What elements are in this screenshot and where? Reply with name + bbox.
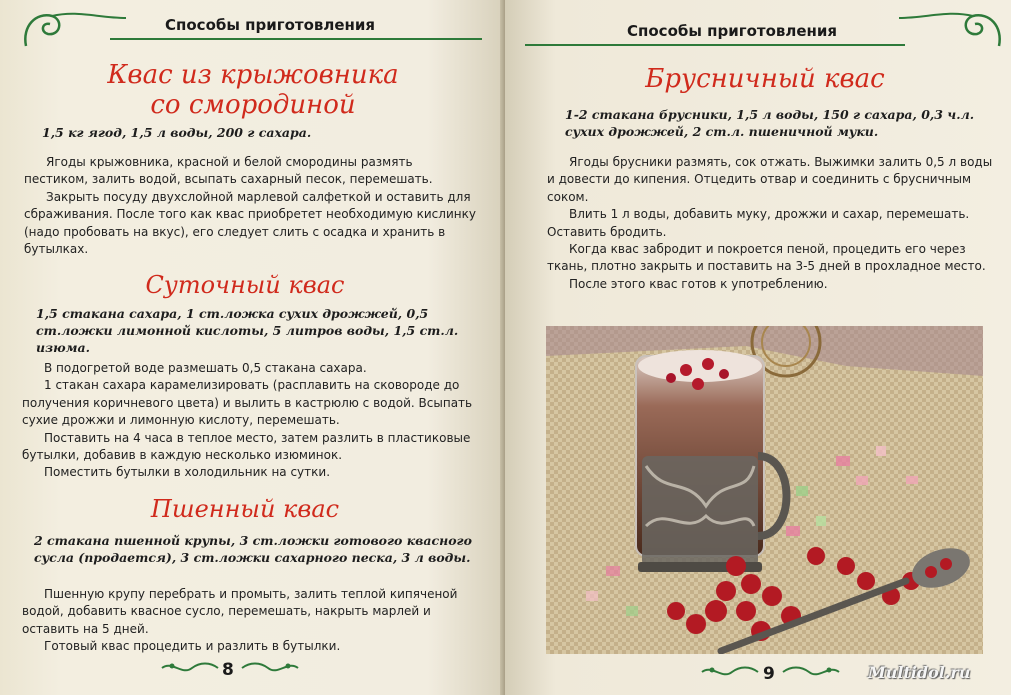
recipe-ingredients: 1-2 стакана брусники, 1,5 л воды, 150 г сахара, 0,3 ч.л. сухих дрожжей, 2 ст.л. пшеничной муки. bbox=[565, 107, 975, 139]
paragraph: 1 стакан сахара карамелизировать (расплавить на сковороде до получения коричневого цвета) и вылить в кастрюлю с водой. Всыпать сухие дрожжи и лимонную кислоту, перемешать. bbox=[22, 378, 473, 428]
recipe-text bbox=[24, 154, 479, 258]
paragraph: В подогретой воде размешать 0,5 стакана сахара. bbox=[44, 361, 367, 375]
paragraph: Влить 1 л воды, добавить муку, дрожжи и сахар, перемешать. Оставить бродить. bbox=[547, 207, 970, 239]
running-header: Способы приготовления bbox=[627, 22, 838, 40]
paragraph: Закрыть посуду двухслойной марлевой салфеткой и оставить для сбраживания. После того как квас приобретет необходимую кислинку (надо пробовать на вкус), его следует слить с осадка и хранить в бутылках. bbox=[24, 189, 476, 257]
paragraph: После этого квас готов к употреблению. bbox=[569, 276, 828, 291]
recipe-title: Брусничный квас bbox=[645, 64, 885, 94]
footer-vine-icon bbox=[781, 662, 841, 682]
running-header: Способы приготовления bbox=[165, 16, 376, 34]
kvass-photo bbox=[546, 326, 983, 654]
recipe-text bbox=[547, 154, 999, 293]
header-rule bbox=[525, 44, 905, 46]
recipe-title: Суточный квас bbox=[145, 271, 345, 299]
footer-vine-icon bbox=[160, 658, 220, 678]
paragraph: Поместить бутылки в холодильник на сутки. bbox=[44, 465, 331, 480]
page-number: 9 bbox=[763, 664, 775, 684]
paragraph: Пшенную крупу перебрать и промыть, залить теплой кипяченой водой, добавить квасное сусло, перемешать, накрыть марлей и оставить на 5 дней. bbox=[22, 587, 458, 636]
corner-swirl-icon bbox=[897, 6, 1007, 54]
recipe-text bbox=[22, 586, 479, 656]
paragraph: Когда квас забродит и покроется пеной, процедить его через ткань, плотно закрыть и поставить на 3-5 дней в прохладное место. bbox=[547, 242, 986, 274]
corner-swirl-icon bbox=[18, 6, 128, 54]
recipe-title bbox=[88, 60, 418, 120]
recipe-ingredients: 1,5 кг ягод, 1,5 л воды, 200 г сахара. bbox=[42, 125, 312, 140]
header-rule bbox=[110, 38, 482, 40]
paragraph: Готовый квас процедить и разлить в бутылки. bbox=[44, 639, 341, 654]
recipe-ingredients: 1,5 стакана сахара, 1 ст.ложка сухих дрожжей, 0,5 ст.ложки лимонной кислоты, 5 литров воды, 1,5 ст.л. изюма. bbox=[36, 306, 459, 355]
left-page bbox=[0, 0, 503, 695]
recipe-title-line: со смородиной bbox=[150, 90, 356, 120]
paragraph: Поставить на 4 часа в теплое место, затем разлить в пластиковые бутылки, добавив в каждую несколько изюминок. bbox=[22, 430, 471, 463]
recipe-ingredients: 2 стакана пшенной крупы, 3 ст.ложки готового квасного сусла (продается), 3 ст.ложки сахарного песка, 3 л воды. bbox=[34, 533, 472, 565]
page-number: 8 bbox=[222, 660, 234, 680]
glass-holder bbox=[636, 350, 787, 572]
footer-vine-icon bbox=[700, 662, 760, 682]
paragraph: Ягоды крыжовника, красной и белой смородины размять пестиком, залить водой, всыпать сахарный песок, перемешать. bbox=[24, 155, 433, 187]
recipe-text bbox=[22, 360, 479, 482]
footer-vine-icon bbox=[240, 658, 300, 678]
recipe-title-line: Квас из крыжовника bbox=[107, 60, 399, 90]
watermark: Multidol.ru bbox=[868, 663, 971, 682]
paragraph: Ягоды брусники размять, сок отжать. Выжимки залить 0,5 л воды и довести до кипения. Отцедить отвар и соединить с брусничным соком. bbox=[547, 155, 993, 204]
recipe-title: Пшенный квас bbox=[150, 495, 340, 523]
